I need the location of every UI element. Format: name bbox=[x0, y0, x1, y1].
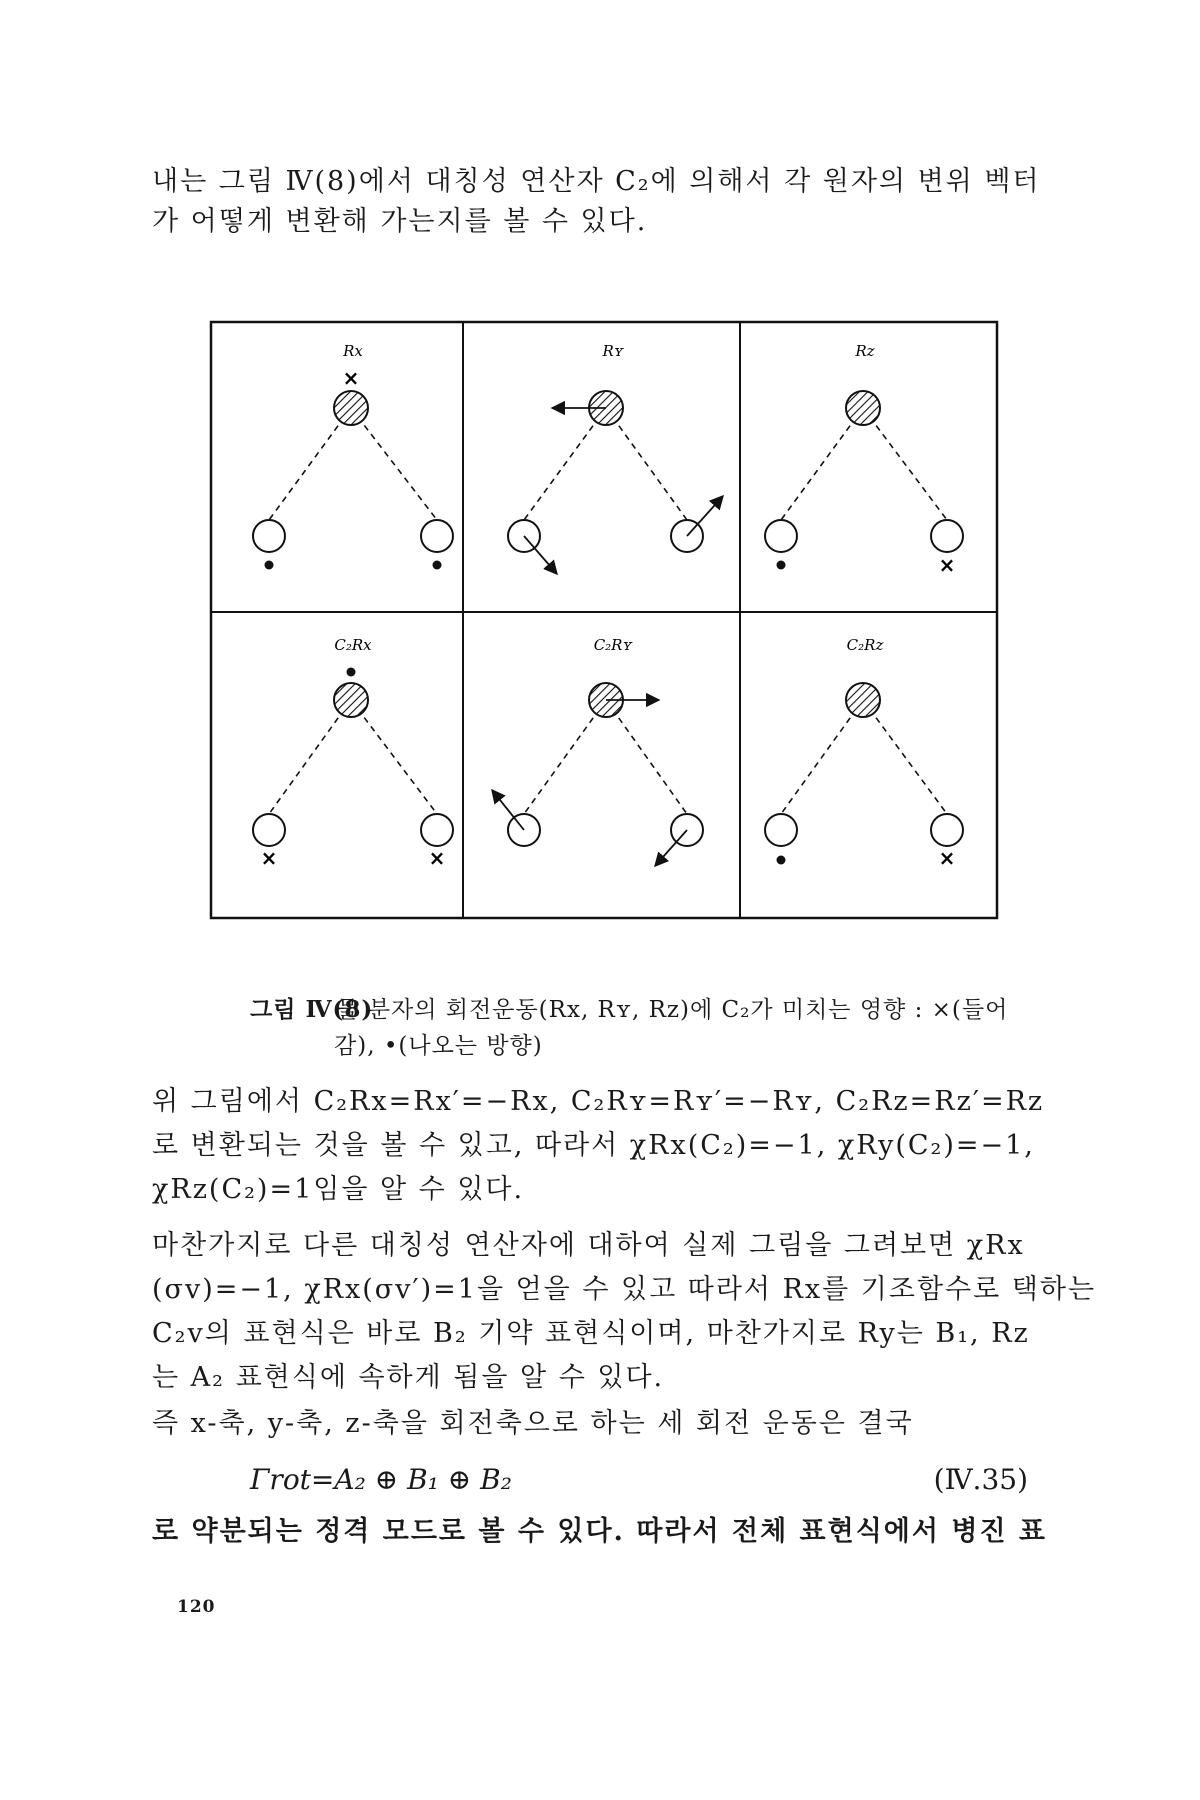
paragraph-rotation-axes bbox=[152, 1402, 1052, 1446]
paragraph-line: 로 약분되는 정격 모드로 볼 수 있다. 따라서 전체 표현식에서 병진 표 bbox=[152, 1516, 1048, 1547]
equation-gamma-rot bbox=[250, 1458, 1050, 1502]
hydrogen-atom bbox=[253, 520, 285, 552]
hydrogen-atom bbox=[421, 814, 453, 846]
panel-label-c2rz: C₂Rz bbox=[846, 636, 884, 654]
hydrogen-atom bbox=[931, 814, 963, 846]
paragraph-line: 위 그림에서 C₂Rx=Rx′=−Rx, C₂Rʏ=Rʏ′=−Rʏ, C₂Rz=Rz′=Rz bbox=[152, 1086, 1045, 1117]
displacement-arrow bbox=[524, 536, 557, 574]
paragraph-line: 로 변환되는 것을 볼 수 있고, 따라서 χRx(C₂)=−1, χRy(C₂)=−1, bbox=[152, 1130, 1035, 1161]
panel-label-rx: Rx bbox=[343, 342, 363, 360]
oxygen-atom bbox=[334, 683, 368, 717]
oxygen-atom bbox=[334, 391, 368, 425]
paragraph-transform bbox=[152, 1080, 1052, 1212]
paragraph-line: χRz(C₂)=1임을 알 수 있다. bbox=[152, 1174, 525, 1205]
into-page-marker: × bbox=[260, 846, 278, 870]
equation-number: (Ⅳ.35) bbox=[933, 1463, 1028, 1496]
into-page-marker: × bbox=[428, 846, 446, 870]
caption-label: 그림 Ⅳ(8) bbox=[250, 996, 374, 1023]
oxygen-atom bbox=[846, 391, 880, 425]
intro-line-1: 내는 그림 Ⅳ(8)에서 대칭성 연산자 C₂에 의해서 각 원자의 변위 벡터 bbox=[152, 166, 1041, 197]
hydrogen-atom bbox=[421, 520, 453, 552]
displacement-arrow bbox=[492, 790, 524, 830]
paragraph-conclusion bbox=[152, 1512, 1052, 1552]
paragraph-line: (σᴠ)=−1, χRx(σᴠ′)=1을 얻을 수 있고 따라서 Rx를 기조함수로 택하는 bbox=[152, 1274, 1097, 1305]
hydrogen-atom bbox=[931, 520, 963, 552]
paragraph-line: 즉 x-축, y-축, z-축을 회전축으로 하는 세 회전 운동은 결국 bbox=[152, 1408, 914, 1439]
into-page-marker: × bbox=[938, 846, 956, 870]
displacement-arrow bbox=[687, 496, 723, 536]
paragraph-line: 는 A₂ 표현식에 속하게 됨을 알 수 있다. bbox=[152, 1362, 665, 1393]
page-number: 120 bbox=[177, 1597, 216, 1617]
intro-paragraph bbox=[152, 162, 1052, 242]
caption-line-1: 물 분자의 회전운동(Rx, Rʏ, Rz)에 C₂가 미치는 영향 : ×(들어 bbox=[336, 997, 1009, 1023]
panel-label-ry: Rʏ bbox=[602, 342, 624, 360]
panel-label-rz: Rz bbox=[855, 342, 875, 360]
panel-rx bbox=[253, 366, 453, 570]
paragraph-symmetry bbox=[152, 1224, 1097, 1400]
paragraph-line: 마찬가지로 다른 대칭성 연산자에 대하여 실제 그림을 그려보면 χRx bbox=[152, 1230, 1025, 1261]
oxygen-atom bbox=[846, 683, 880, 717]
equation-formula: Γrot=A₂ ⊕ B₁ ⊕ B₂ bbox=[250, 1463, 512, 1496]
out-of-page-dot bbox=[347, 668, 356, 677]
hydrogen-atom bbox=[253, 814, 285, 846]
figure-svg bbox=[209, 320, 999, 920]
panel-ry bbox=[508, 391, 723, 574]
panel-label-c2rx: C₂Rx bbox=[334, 636, 372, 654]
figure-caption bbox=[250, 992, 1050, 1064]
caption-line-2: 감), •(나오는 방향) bbox=[334, 1033, 543, 1059]
panel-c2ry bbox=[492, 683, 703, 866]
out-of-page-dot bbox=[777, 561, 786, 570]
hydrogen-atom bbox=[765, 814, 797, 846]
panel-rz bbox=[765, 391, 963, 577]
into-page-marker: × bbox=[938, 553, 956, 577]
hydrogen-atom bbox=[765, 520, 797, 552]
out-of-page-dot bbox=[777, 856, 786, 865]
panel-c2rx bbox=[253, 668, 453, 871]
figure-water-rotations bbox=[209, 320, 999, 920]
out-of-page-dot bbox=[265, 561, 274, 570]
intro-line-2: 가 어떻게 변환해 가는지를 볼 수 있다. bbox=[152, 206, 648, 237]
paragraph-line: C₂ᴠ의 표현식은 바로 B₂ 기약 표현식이며, 마찬가지로 Ry는 B₁, Rz bbox=[152, 1318, 1030, 1349]
panel-label-c2ry: C₂Rʏ bbox=[593, 636, 633, 654]
into-page-marker: × bbox=[342, 366, 360, 390]
out-of-page-dot bbox=[433, 561, 442, 570]
panel-c2rz bbox=[765, 683, 963, 870]
